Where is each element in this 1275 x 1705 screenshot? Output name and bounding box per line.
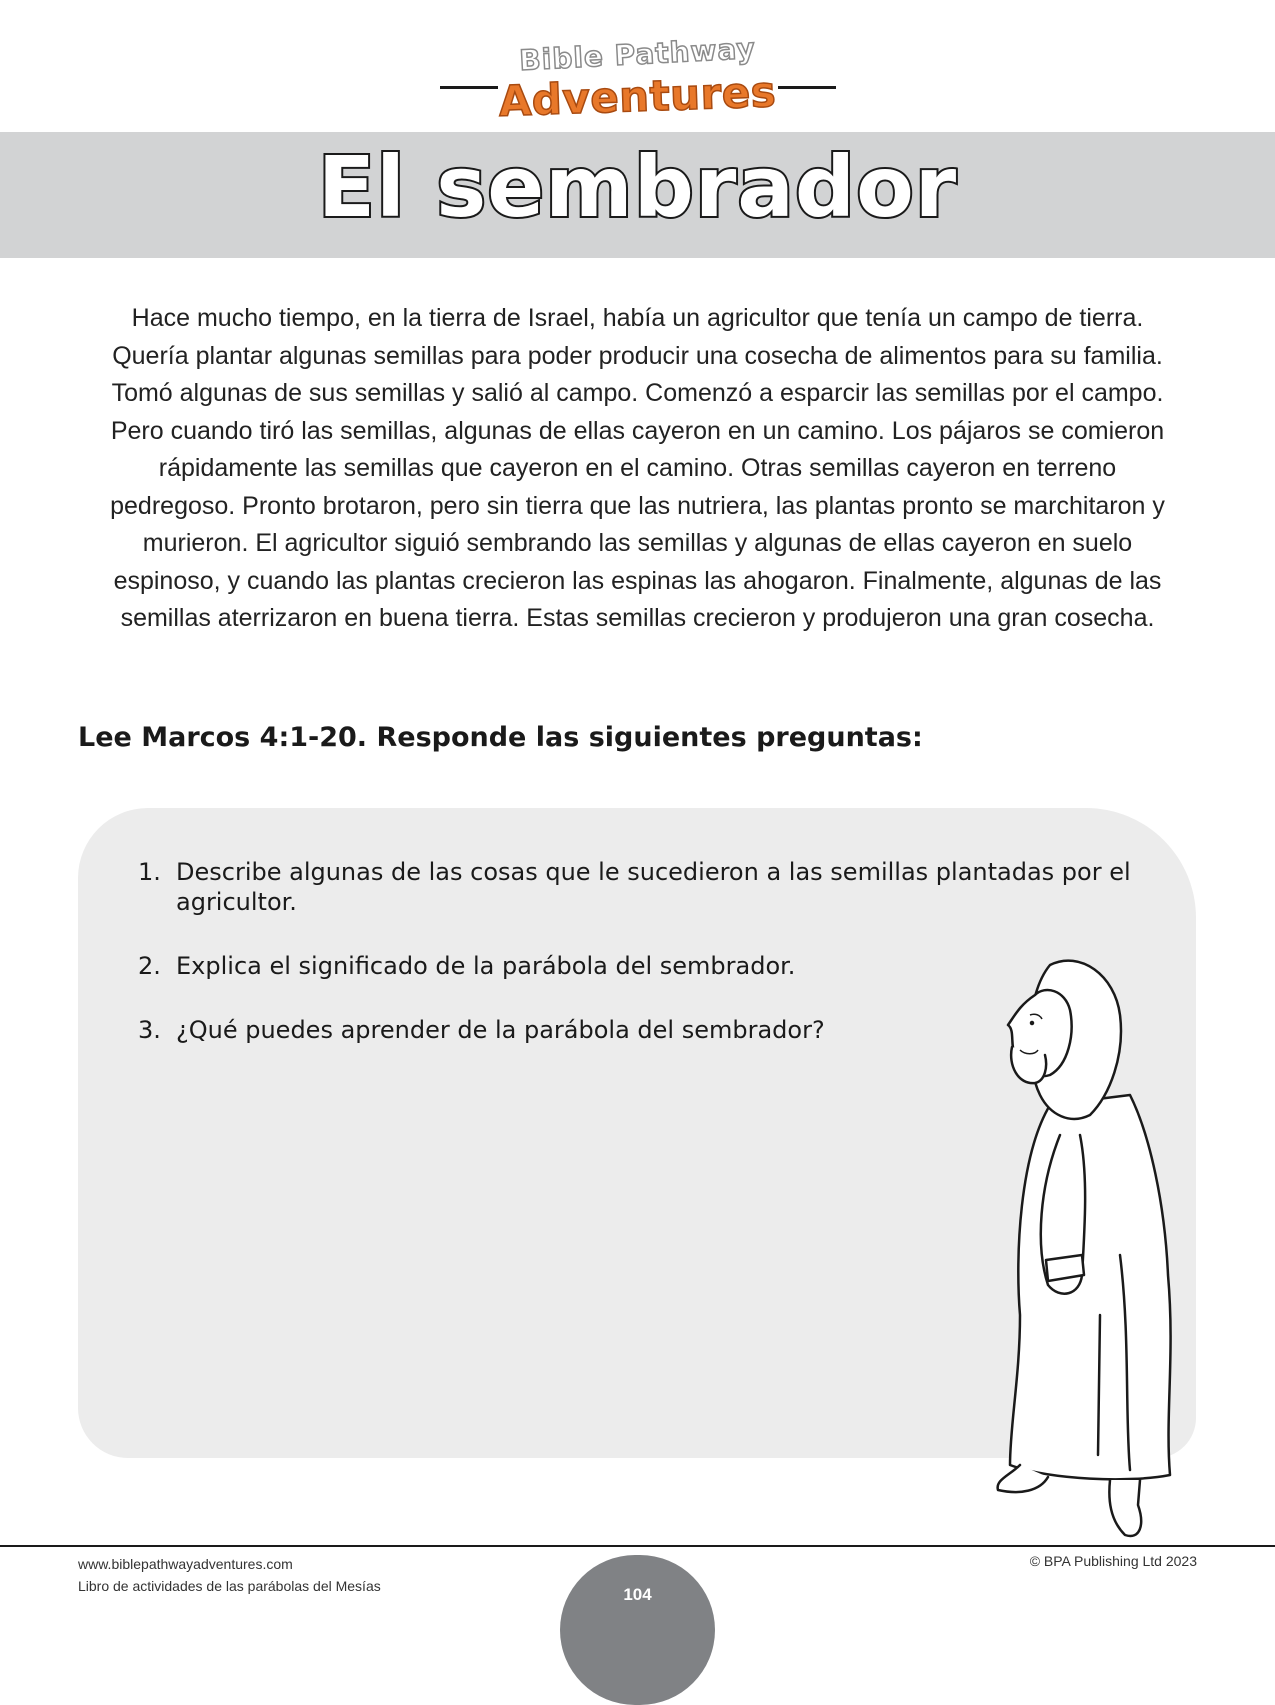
question-list bbox=[138, 857, 1138, 1079]
question-text: Describe algunas de las cosas que le sucedieron a las semillas plantadas por el agricultor. bbox=[176, 858, 1131, 916]
footer-copyright: © BPA Publishing Ltd 2023 bbox=[1029, 1553, 1197, 1569]
instructions-heading: Lee Marcos 4:1-20. Responde las siguientes preguntas: bbox=[78, 722, 923, 753]
footer-website: www.biblepathwayadventures.com bbox=[78, 1556, 293, 1572]
page-title: El sembrador bbox=[317, 138, 958, 236]
question-text: ¿Qué puedes aprender de la parábola del sembrador? bbox=[176, 1016, 825, 1044]
question-item bbox=[138, 951, 1138, 981]
question-number: 3. bbox=[138, 1016, 161, 1044]
publisher-logo bbox=[0, 30, 1275, 130]
logo-line-2: Adventures bbox=[497, 67, 778, 126]
farmer-illustration bbox=[990, 955, 1220, 1545]
logo-rule-right bbox=[778, 86, 836, 89]
question-item bbox=[138, 1015, 1138, 1045]
footer-left bbox=[78, 1553, 381, 1597]
page-number-tab bbox=[560, 1555, 715, 1705]
footer-divider bbox=[0, 1545, 1275, 1547]
question-number: 1. bbox=[138, 858, 161, 886]
page-number: 104 bbox=[623, 1585, 652, 1604]
footer-book-title: Libro de actividades de las parábolas del Mesías bbox=[78, 1578, 381, 1594]
question-item bbox=[138, 857, 1138, 917]
question-number: 2. bbox=[138, 952, 161, 980]
logo-line-1: Bible Pathway bbox=[518, 31, 757, 78]
story-paragraph: Hace mucho tiempo, en la tierra de Israel, había un agricultor que tenía un campo de tierra. Quería plantar algunas semillas para poder producir una cosecha de alimentos para su familia. Tomó algunas de sus semillas y salió al campo. Comenzó a esparcir las semillas por el campo. Pero cuando tiró las semillas, algunas de ellas cayeron en un camino. Los pájaros se comieron rápidamente las semillas que cayeron en el camino. Otras semillas cayeron en terreno pedregoso. Pronto brotaron, pero sin tierra que las nutriera, las plantas pronto se marchitaron y murieron. El agricultor siguió sembrando las semillas y algunas de ellas cayeron en suelo espinoso, y cuando las plantas crecieron las espinas las ahogaron. Finalmente, algunas de las semillas aterrizaron en buena tierra. Estas semillas crecieron y produjeron una gran cosecha. bbox=[110, 304, 1165, 632]
question-text: Explica el significado de la parábola del sembrador. bbox=[176, 952, 796, 980]
